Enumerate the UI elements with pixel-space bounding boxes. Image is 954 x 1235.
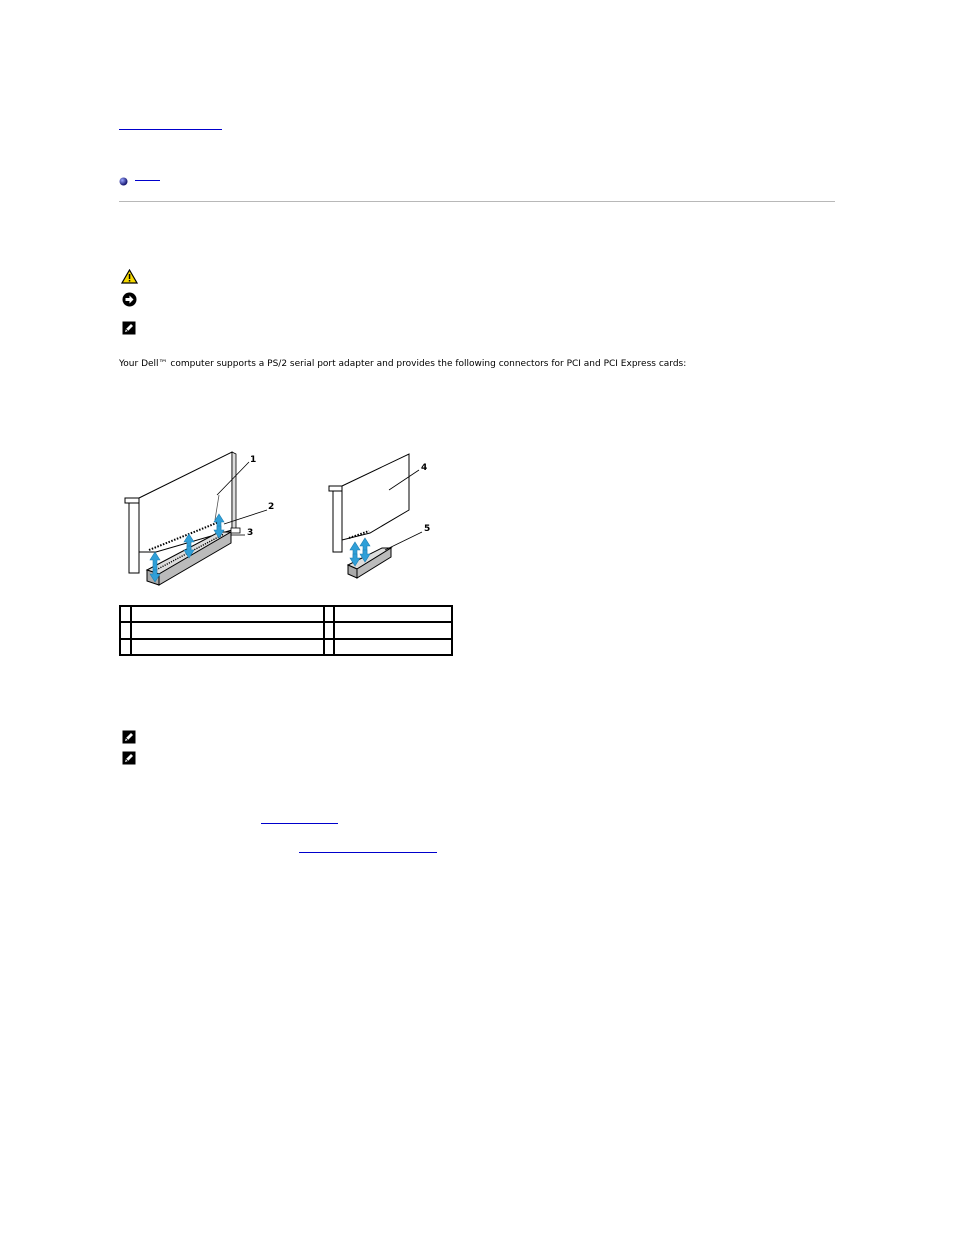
table-cell xyxy=(131,606,324,622)
table-cell xyxy=(324,622,334,638)
callout-4: 4 xyxy=(421,463,428,473)
table-cell xyxy=(334,622,452,638)
callout-2: 2 xyxy=(268,502,275,512)
pci-card xyxy=(329,454,409,578)
table-cell xyxy=(334,606,452,622)
callout-3: 3 xyxy=(247,528,254,538)
pcie-x16-card xyxy=(125,452,240,585)
table-cell xyxy=(324,639,334,655)
bullet-icon xyxy=(119,171,128,190)
pci-cards-figure xyxy=(119,440,449,590)
note-icon xyxy=(122,750,136,769)
inline-link-1[interactable] xyxy=(261,823,338,824)
back-link[interactable] xyxy=(119,129,222,130)
table-cell xyxy=(120,606,131,622)
callout-parts-table xyxy=(119,605,453,656)
section-link[interactable] xyxy=(135,180,160,181)
notice-icon xyxy=(122,292,137,311)
table-row xyxy=(120,639,452,655)
callout-5: 5 xyxy=(424,524,431,534)
table-cell xyxy=(120,622,131,638)
table-row xyxy=(120,606,452,622)
caution-icon xyxy=(121,269,138,288)
table-cell xyxy=(120,639,131,655)
table-cell xyxy=(131,639,324,655)
table-cell xyxy=(324,606,334,622)
inline-link-2[interactable] xyxy=(299,852,437,853)
note-icon xyxy=(122,729,136,748)
note-icon xyxy=(122,320,136,339)
callout-1: 1 xyxy=(250,455,257,465)
table-cell xyxy=(131,622,324,638)
section-divider xyxy=(119,201,835,202)
intro-paragraph: Your Dell™ computer supports a PS/2 serial port adapter and provides the following connectors for PCI and PCI Express cards: xyxy=(119,359,687,369)
table-cell xyxy=(334,639,452,655)
table-row xyxy=(120,622,452,638)
